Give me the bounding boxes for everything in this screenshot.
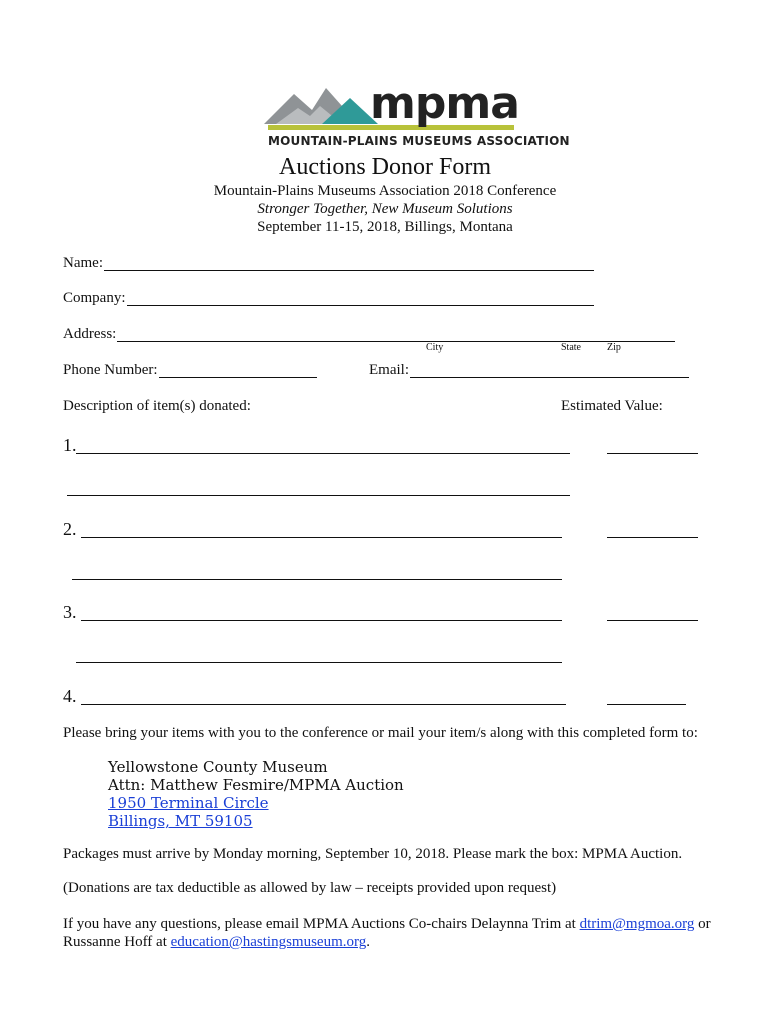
estimated-value-label: Estimated Value: — [561, 398, 663, 414]
conference-tagline: Stronger Together, New Museum Solutions — [257, 201, 513, 217]
item-3-description-line-1[interactable] — [81, 604, 562, 621]
item-4-value-field[interactable] — [607, 688, 686, 705]
logo-org-name: MOUNTAIN-PLAINS MUSEUMS ASSOCIATION — [268, 134, 570, 148]
item-number-4: 4. — [63, 686, 77, 706]
company-label: Company: — [63, 290, 126, 306]
item-3-value-field[interactable] — [607, 604, 698, 621]
description-label: Description of item(s) donated: — [63, 398, 251, 414]
email-link-dtrim[interactable]: dtrim@mgmoa.org — [579, 916, 695, 932]
address-label: Address: — [63, 326, 117, 342]
item-2-description-line-2[interactable] — [72, 563, 562, 580]
questions-text: If you have any questions, please email MPMA Auctions Co-chairs Delaynna Trim at — [63, 916, 576, 932]
item-1-description-line-2[interactable] — [67, 479, 570, 496]
questions-line-1 — [63, 916, 711, 933]
item-number-1: 1. — [63, 435, 77, 455]
or-text: or — [698, 916, 711, 932]
mail-instructions: Please bring your items with you to the conference or mail your item/s along with this completed form to: — [63, 725, 698, 741]
state-label: State — [561, 342, 581, 353]
questions-text-2: Russanne Hoff at — [63, 934, 167, 950]
period: . — [366, 934, 370, 950]
phone-field[interactable] — [159, 361, 317, 378]
item-number-3: 3. — [63, 602, 77, 622]
company-field[interactable] — [127, 289, 594, 306]
mpma-logo — [262, 78, 570, 154]
name-field[interactable] — [104, 254, 594, 271]
logo-wordmark: mpma — [370, 78, 519, 129]
mail-address-line-1: Yellowstone County Museum — [108, 758, 328, 776]
conference-name: Mountain-Plains Museums Association 2018 Conference — [213, 183, 557, 199]
item-number-2: 2. — [63, 519, 77, 539]
phone-label: Phone Number: — [63, 362, 158, 378]
item-1-description-line-1[interactable] — [76, 437, 570, 454]
item-3-description-line-2[interactable] — [76, 646, 562, 663]
email-label: Email: — [369, 362, 409, 378]
tax-note: (Donations are tax deductible as allowed by law – receipts provided upon request) — [63, 880, 557, 896]
form-title: Auctions Donor Form — [279, 154, 491, 180]
mail-address-city-link[interactable]: Billings, MT 59105 — [108, 812, 253, 830]
email-link-hastings[interactable]: education@hastingsmuseum.org — [170, 934, 367, 950]
zip-label: Zip — [607, 342, 621, 353]
email-field[interactable] — [410, 361, 689, 378]
name-label: Name: — [63, 255, 103, 271]
questions-line-2 — [63, 934, 370, 951]
item-2-description-line-1[interactable] — [81, 521, 562, 538]
packages-deadline: Packages must arrive by Monday morning, September 10, 2018. Please mark the box: MPMA Auction. — [63, 846, 683, 862]
city-label: City — [426, 342, 444, 353]
mail-address-street-link[interactable]: 1950 Terminal Circle — [108, 794, 269, 812]
mail-address-line-2: Attn: Matthew Fesmire/MPMA Auction — [108, 776, 404, 794]
item-2-value-field[interactable] — [607, 521, 698, 538]
address-field[interactable] — [117, 325, 675, 342]
conference-dates: September 11-15, 2018, Billings, Montana — [257, 219, 513, 235]
item-4-description-line-1[interactable] — [81, 688, 566, 705]
item-1-value-field[interactable] — [607, 437, 698, 454]
